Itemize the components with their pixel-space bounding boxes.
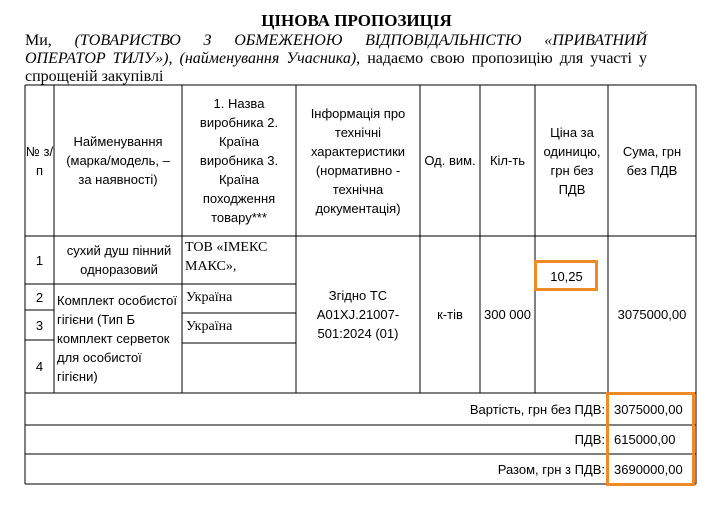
sum-cell: 3075000,00 bbox=[617, 307, 687, 322]
row-producer-2: Україна bbox=[186, 289, 233, 305]
intro-company-cont: ОПЕРАТОР ТИЛУ»), bbox=[25, 50, 173, 67]
intro-suffix: надаємо свою пропозицію для участі у bbox=[367, 50, 647, 67]
intro-prefix: Ми, bbox=[25, 32, 52, 49]
row-name-1: сухий душ пінний одноразовий bbox=[66, 243, 172, 277]
info-cell: Згідно ТС A01XJ.21007-501:2024 (01) bbox=[316, 288, 400, 341]
unit-cell: к-тів bbox=[437, 307, 463, 322]
row-num-4: 4 bbox=[35, 359, 44, 374]
row-num-1: 1 bbox=[35, 252, 44, 268]
total-label-3: Разом, грн з ПДВ: bbox=[497, 461, 605, 477]
header-info: Інформація про технічні характеристики (нормативно - технічна документація) bbox=[310, 105, 406, 216]
total-value-3: 3690000,00 bbox=[614, 461, 683, 477]
price-cell: 10,25 bbox=[550, 268, 583, 284]
header-qty: Кіл-ть bbox=[489, 153, 526, 168]
header-producer: 1. Назва виробника 2. Країна виробника 3. Країна походження товару*** bbox=[199, 96, 279, 225]
qty-cell: 300 000 bbox=[484, 307, 531, 322]
page-title: ЦІНОВА ПРОПОЗИЦІЯ bbox=[261, 11, 452, 30]
total-label-1: Вартість, грн без ПДВ: bbox=[469, 401, 605, 417]
total-value-2: 615000,00 bbox=[614, 432, 676, 447]
row-num-2: 2 bbox=[35, 289, 44, 305]
row-producer-3: Україна bbox=[186, 318, 233, 334]
intro-company: (ТОВАРИСТВО З ОБМЕЖЕНОЮ ВІДПОВІДАЛЬНІСТЮ «ПРИВАТНИЙ bbox=[74, 32, 648, 49]
price-highlight bbox=[534, 260, 598, 291]
row-name-merged: Комплект особистої гігієни (Тип Б комплект серветок для особистої гігієни) bbox=[57, 293, 177, 384]
header-sum: Сума, грн без ПДВ bbox=[622, 143, 682, 178]
intro-line3: спрощеній закупівлі bbox=[25, 68, 164, 85]
total-label-2: ПДВ: bbox=[574, 432, 605, 447]
header-price: Ціна за одиницю, грн без ПДВ bbox=[543, 124, 601, 197]
header-unit: Од. вим. bbox=[424, 153, 476, 168]
row-num-3: 3 bbox=[35, 317, 44, 333]
header-name: Найменування (марка/модель, – за наявності) bbox=[66, 134, 170, 187]
totals-highlight bbox=[606, 392, 695, 486]
row-producer-1: ТОВ «ІМЕКС МАКС», bbox=[185, 240, 268, 274]
total-value-1: 3075000,00 bbox=[614, 401, 683, 417]
intro-participant: (найменування Учасника), bbox=[179, 50, 361, 67]
header-num: № з/п bbox=[25, 143, 54, 178]
